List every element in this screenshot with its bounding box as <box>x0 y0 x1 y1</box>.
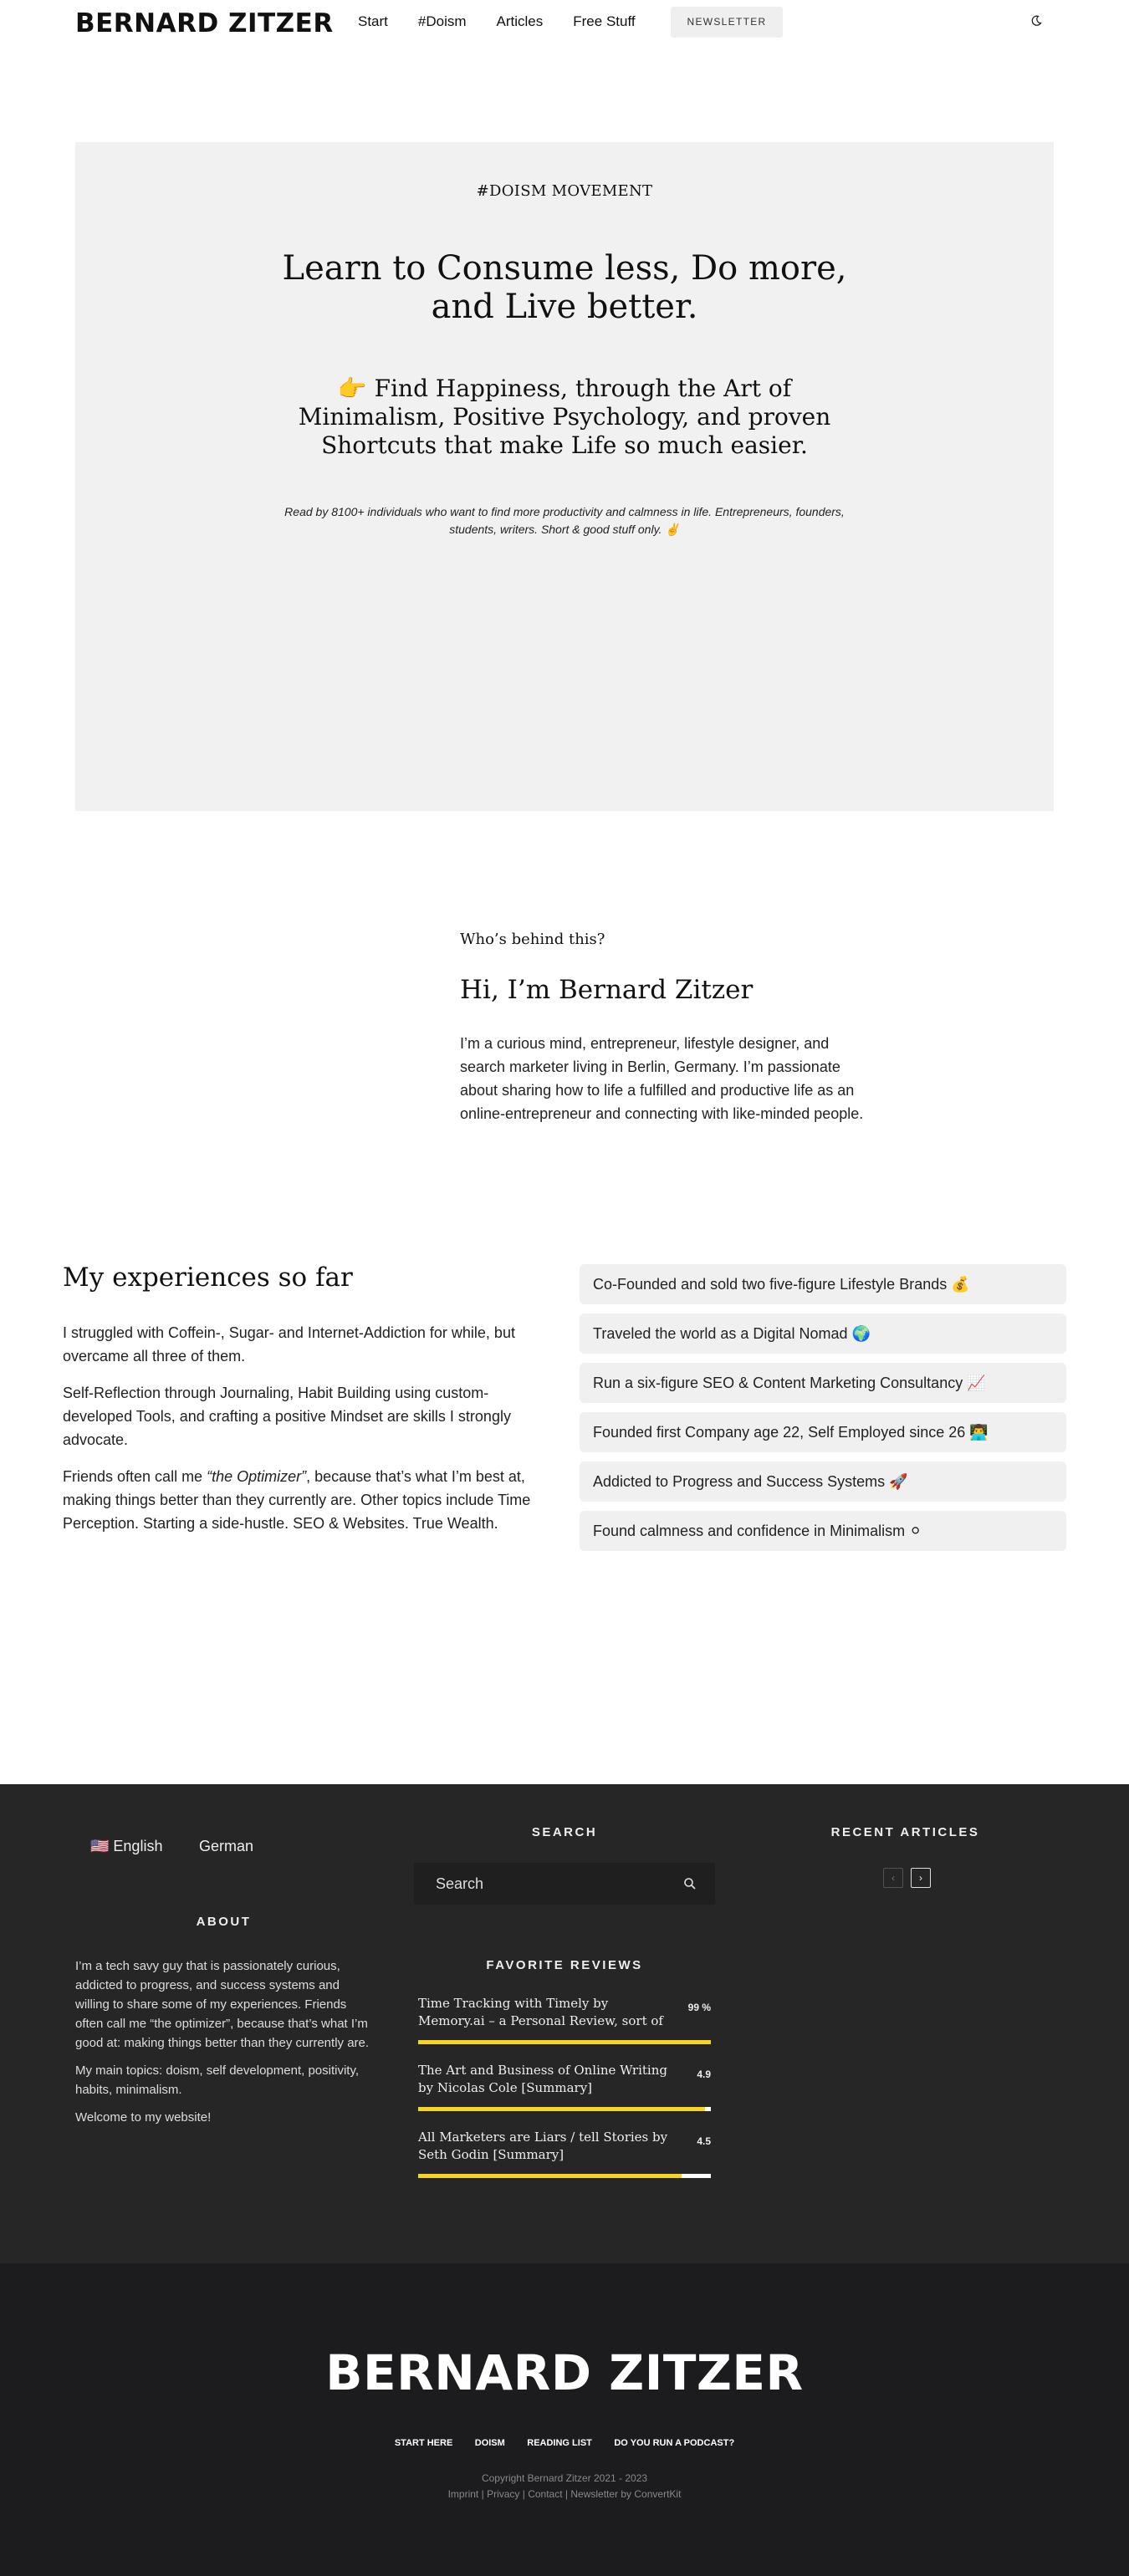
experience-item: Addicted to Progress and Success Systems 🚀 <box>580 1461 1066 1502</box>
experiences-p3-start: Friends often call me <box>63 1468 207 1485</box>
experiences-paragraph-3 <box>63 1465 548 1535</box>
search-input[interactable] <box>436 1863 670 1905</box>
experience-item: Found calmness and confidence in Minimalism ⚪ <box>580 1511 1066 1551</box>
review-title[interactable]: The Art and Business of Online Writing by Nicolas Cole [Summary] <box>418 2063 667 2095</box>
main-nav <box>358 13 666 30</box>
hero-section <box>75 142 1054 811</box>
about-widget-p3: Welcome to my website! <box>75 2110 212 2125</box>
search-widget-heading: SEARCH <box>531 1825 598 1839</box>
footer-links <box>0 2435 1129 2450</box>
hero-tag: #DOISM MOVEMENT <box>476 182 653 200</box>
legal-link-newsletter[interactable]: Newsletter by ConvertKit <box>570 2488 682 2500</box>
about-text: I’m a curious mind, entrepreneur, lifestyle designer, and search marketer living in Berlin, Germany. I’m passionate about sharing how to life a fulfilled and productive life as an online-entrepreneur and connecting with like-minded people. <box>460 1035 864 1122</box>
legal-link-privacy[interactable]: Privacy <box>487 2488 520 2500</box>
experience-item: Run a six-figure SEO & Content Marketing Consultancy 📈 <box>580 1363 1066 1403</box>
search-icon[interactable] <box>683 1877 697 1890</box>
about-widget-text <box>75 1956 372 2135</box>
nav-item-start[interactable]: Start <box>358 13 388 29</box>
review-score-bar <box>418 2040 711 2044</box>
copyright-text: Copyright Bernard Zitzer 2021 - 2023 <box>481 2472 648 2484</box>
site-footer <box>0 2263 1129 2576</box>
nav-item-articles[interactable]: Articles <box>496 13 544 29</box>
recent-articles-heading: RECENT ARTICLES <box>830 1825 980 1839</box>
next-arrow-button[interactable]: › <box>911 1868 931 1888</box>
review-score-bar <box>418 2174 711 2178</box>
language-german[interactable]: German <box>199 1838 254 1854</box>
review-score-bar <box>418 2107 711 2111</box>
experiences-paragraph-2: Self-Reflection through Journaling, Habit Building using custom-developed Tools, and crafting a positive Mindset are skills I strongly advocate. <box>63 1385 511 1448</box>
review-score: 4.5 <box>697 2135 711 2147</box>
experiences-title: My experiences so far <box>63 1262 353 1293</box>
footer-link-podcast[interactable]: DO YOU RUN A PODCAST? <box>614 2438 735 2448</box>
about-widget-p2: My main topics: doism, self development, positivity, habits, minimalism. <box>75 2063 360 2097</box>
about-widget-p1: I’m a tech savy guy that is passionately curious, addicted to progress, and success systems and willing to share some of my experiences. Friends often call me “the optimizer”, because that’s what I’m good at: making things better than they currently are. <box>75 1959 370 2050</box>
experience-item: Traveled the world as a Digital Nomad 🌍 <box>580 1314 1066 1354</box>
site-header <box>0 0 1129 45</box>
review-score-fill <box>418 2040 711 2044</box>
reviews-widget-heading: FAVORITE REVIEWS <box>486 1958 643 1972</box>
footer-logo[interactable]: BERNARD ZITZER <box>325 2344 804 2401</box>
experience-item: Co-Founded and sold two five-figure Lifestyle Brands 💰 <box>580 1264 1066 1304</box>
experiences-p3-end: , because that’s what I’m best at, making things better than they currently are. Other topics include Time Perception. Starting a side-hustle. SEO & Websites. True Wealth. <box>63 1468 531 1532</box>
experience-item: Founded first Company age 22, Self Employed since 26 👨‍💻 <box>580 1412 1066 1452</box>
legal-links: Imprint | Privacy | Contact | Newsletter by ConvertKit <box>447 2488 682 2500</box>
review-title[interactable]: All Marketers are Liars / tell Stories by Seth Godin [Summary] <box>418 2130 668 2162</box>
review-score: 4.9 <box>697 2068 711 2080</box>
language-english[interactable]: 🇺🇸 English <box>90 1838 163 1854</box>
review-item[interactable] <box>416 2127 711 2194</box>
footer-widgets <box>0 1784 1129 2263</box>
experiences-list <box>580 1264 1066 1560</box>
review-item[interactable] <box>416 1993 711 2060</box>
about-widget-heading: ABOUT <box>196 1915 252 1929</box>
review-title[interactable]: Time Tracking with Timely by Memory.ai – a Personal Review, sort of <box>418 1996 663 2028</box>
legal-link-contact[interactable]: Contact <box>528 2488 563 2500</box>
footer-link-doism[interactable]: DOISM <box>474 2438 505 2448</box>
newsletter-button[interactable]: NEWSLETTER <box>671 7 783 38</box>
footer-link-reading-list[interactable]: READING LIST <box>527 2438 592 2448</box>
experiences-paragraph-1: I struggled with Coffein-, Sugar- and Internet-Addiction for while, but overcame all three of them. <box>63 1324 515 1365</box>
search-box <box>414 1863 715 1905</box>
review-score-fill <box>418 2174 682 2178</box>
moon-icon[interactable] <box>1030 15 1042 27</box>
hero-title: Learn to Consume less, Do more, and Live better. <box>282 249 847 326</box>
optimizer-quote: “the Optimizer” <box>207 1468 307 1485</box>
about-eyebrow: Who’s behind this? <box>460 931 605 948</box>
review-score: 99 % <box>687 2002 711 2013</box>
hero-readers-text: Read by 8100+ individuals who want to find more productivity and calmness in life. Entrepreneurs, founders, students, writers. Short & good stuff only. ✌️ <box>284 505 845 536</box>
review-item[interactable] <box>416 2060 711 2127</box>
legal-link-imprint[interactable]: Imprint <box>447 2488 479 2500</box>
reviews-list <box>416 1993 711 2194</box>
review-score-fill <box>418 2107 705 2111</box>
nav-item-free-stuff[interactable]: Free Stuff <box>573 13 636 29</box>
about-title: Hi, I’m Bernard Zitzer <box>460 975 754 1005</box>
site-logo[interactable]: BERNARD ZITZER <box>75 8 334 38</box>
prev-arrow-button[interactable]: ‹ <box>883 1868 903 1888</box>
footer-link-start-here[interactable]: START HERE <box>394 2438 453 2448</box>
copyright-block <box>0 2471 1129 2502</box>
nav-item-doism[interactable]: #Doism <box>417 13 467 29</box>
hero-subtitle: 👉 Find Happiness, through the Art of Minimalism, Positive Psychology, and proven Shortcuts that make Life so much easier. <box>298 375 831 459</box>
